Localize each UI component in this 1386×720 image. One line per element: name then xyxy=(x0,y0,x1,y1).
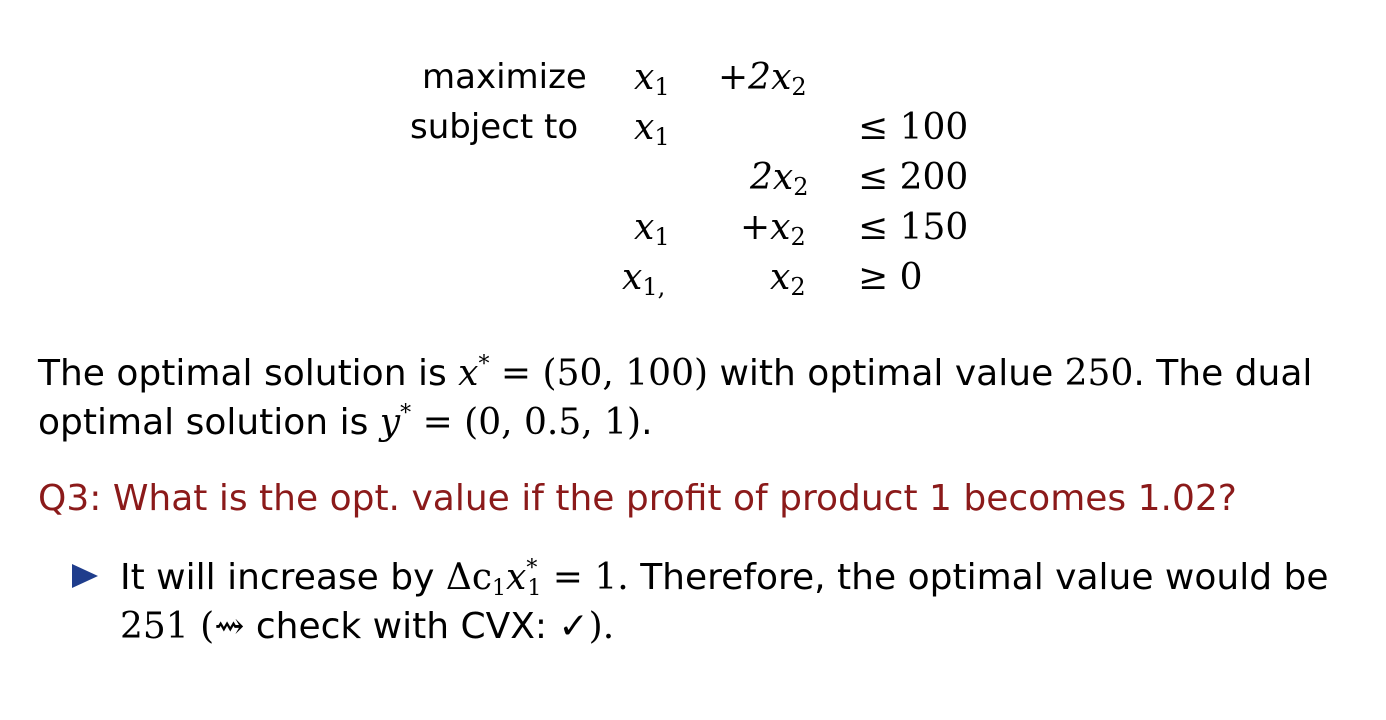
row4-c1: $x_{1,}$ xyxy=(622,257,666,301)
row0-c1: $x_1$ xyxy=(634,57,670,101)
row0-c2: $+2x_2$ xyxy=(718,57,807,101)
answer-line-2: 251 (⇝ check with CVX: ✓). xyxy=(120,606,615,647)
row3-c1: $x_1$ xyxy=(634,207,670,251)
row2-rel: ≤ 200 xyxy=(858,157,969,198)
row1-rel: ≤ 100 xyxy=(858,107,969,148)
solution-line-2: optimal solution is y* = (0, 0.5, 1). xyxy=(38,401,653,443)
row2-c2: $2x_2$ xyxy=(750,157,809,201)
answer-line-1: It will increase by $\Delta c_1x^*_1 = 1$. Therefore, the optimal value would be xyxy=(120,556,1329,601)
squiggle-arrow-icon: ⇝ xyxy=(214,606,245,647)
solution-line-1: The optimal solution is x* = (50, 100) with optimal value 250. The dual xyxy=(38,352,1313,394)
row4-c2: $x_2$ xyxy=(770,257,806,301)
lp-formulation xyxy=(0,0,1386,310)
checkmark-icon: ✓ xyxy=(558,606,589,647)
row3-c2: $+x_2$ xyxy=(740,207,806,251)
row1-c1: $x_1$ xyxy=(634,107,670,151)
bullet-triangle-icon xyxy=(72,564,98,588)
row4-rel: ≥ 0 xyxy=(858,257,923,298)
maximize-label: maximize xyxy=(422,57,587,97)
question-q3: Q3: What is the opt. value if the profit of product 1 becomes 1.02? xyxy=(38,478,1237,519)
subject-to-label: subject to xyxy=(410,107,579,147)
row3-rel: ≤ 150 xyxy=(858,207,969,248)
